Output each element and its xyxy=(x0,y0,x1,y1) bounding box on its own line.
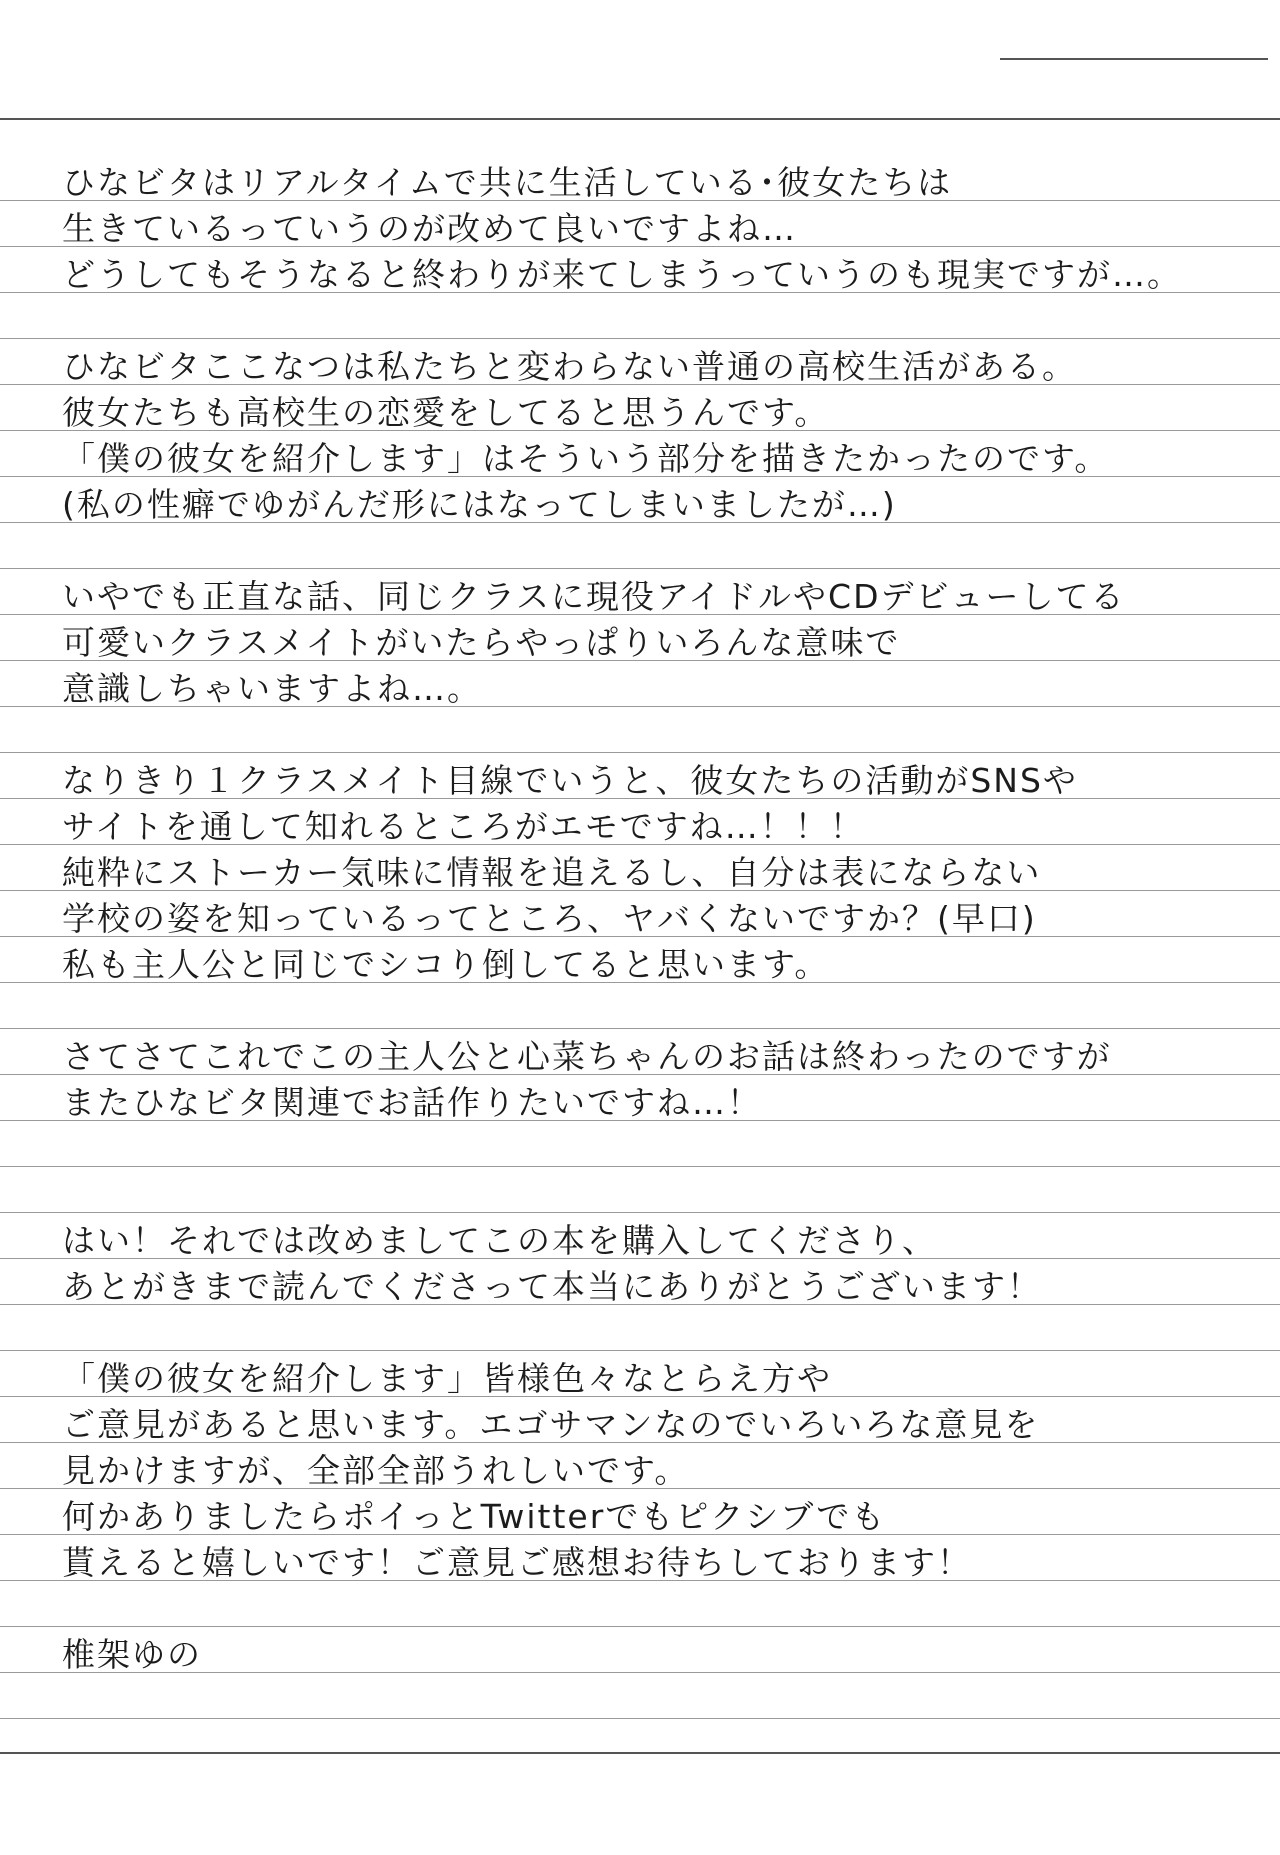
ruled-line xyxy=(0,1718,1280,1719)
text-line: ご意見があると思います。エゴサマンなのでいろいろな意見を xyxy=(62,1405,1040,1444)
text-line: 生きているっていうのが改めて良いですよね… xyxy=(62,209,797,248)
text-line: 私も主人公と同じでシコり倒してると思います。 xyxy=(62,945,830,984)
text-line: 純粋にストーカー気味に情報を追えるし、自分は表にならない xyxy=(62,853,1042,892)
ruled-line xyxy=(0,1350,1280,1351)
text-line: サイトを通して知れるところがエモですね…！！！ xyxy=(62,807,865,846)
text-line: 貰えると嬉しいです！ご意見ご感想お待ちしております！ xyxy=(62,1543,972,1582)
text-line: いやでも正直な話、同じクラスに現役アイドルやCDデビューしてる xyxy=(62,577,1126,616)
header-short-rule xyxy=(1000,58,1268,60)
text-line: ひなビタはリアルタイムで共に生活している･彼女たちは xyxy=(62,163,953,202)
text-line: どうしてもそうなると終わりが来てしまうっていうのも現実ですが…。 xyxy=(62,255,1182,294)
text-line: はい！それでは改めましてこの本を購入してくださり、 xyxy=(62,1221,937,1260)
ruled-line xyxy=(0,568,1280,569)
text-line: あとがきまで読んでくださって本当にありがとうございます！ xyxy=(62,1267,1042,1306)
top-page-rule xyxy=(0,118,1280,120)
text-line: 「僕の彼女を紹介します」皆様色々なとらえ方や xyxy=(62,1359,832,1398)
ruled-line xyxy=(0,338,1280,339)
text-line: ひなビタここなつは私たちと変わらない普通の高校生活がある。 xyxy=(62,347,1077,386)
ruled-line xyxy=(0,1166,1280,1167)
ruled-line xyxy=(0,752,1280,753)
ruled-line xyxy=(0,1212,1280,1213)
text-line: 学校の姿を知っているってところ、ヤバくないですか？(早口) xyxy=(62,899,1037,938)
text-line: 見かけますが、全部全部うれしいです。 xyxy=(62,1451,690,1490)
text-line: 可愛いクラスメイトがいたらやっぱりいろんな意味で xyxy=(62,623,901,662)
text-line: 何かありましたらポイっとTwitterでもピクシブでも xyxy=(62,1497,887,1536)
text-line: 彼女たちも高校生の恋愛をしてると思うんです。 xyxy=(62,393,830,432)
text-line: さてさてこれでこの主人公と心菜ちゃんのお話は終わったのですが xyxy=(62,1037,1112,1076)
text-line: 意識しちゃいますよね…。 xyxy=(62,669,482,708)
text-line: (私の性癖でゆがんだ形にはなってしまいましたが…) xyxy=(62,485,897,524)
text-line: なりきり１クラスメイト目線でいうと、彼女たちの活動がSNSや xyxy=(62,761,1078,800)
text-line: またひなビタ関連でお話作りたいですね…！ xyxy=(62,1083,762,1122)
text-line: 椎架ゆの xyxy=(62,1635,202,1674)
text-line: 「僕の彼女を紹介します」はそういう部分を描きたかったのです。 xyxy=(62,439,1110,478)
ruled-line xyxy=(0,1626,1280,1627)
ruled-line xyxy=(0,1028,1280,1029)
bottom-page-rule xyxy=(0,1752,1280,1754)
